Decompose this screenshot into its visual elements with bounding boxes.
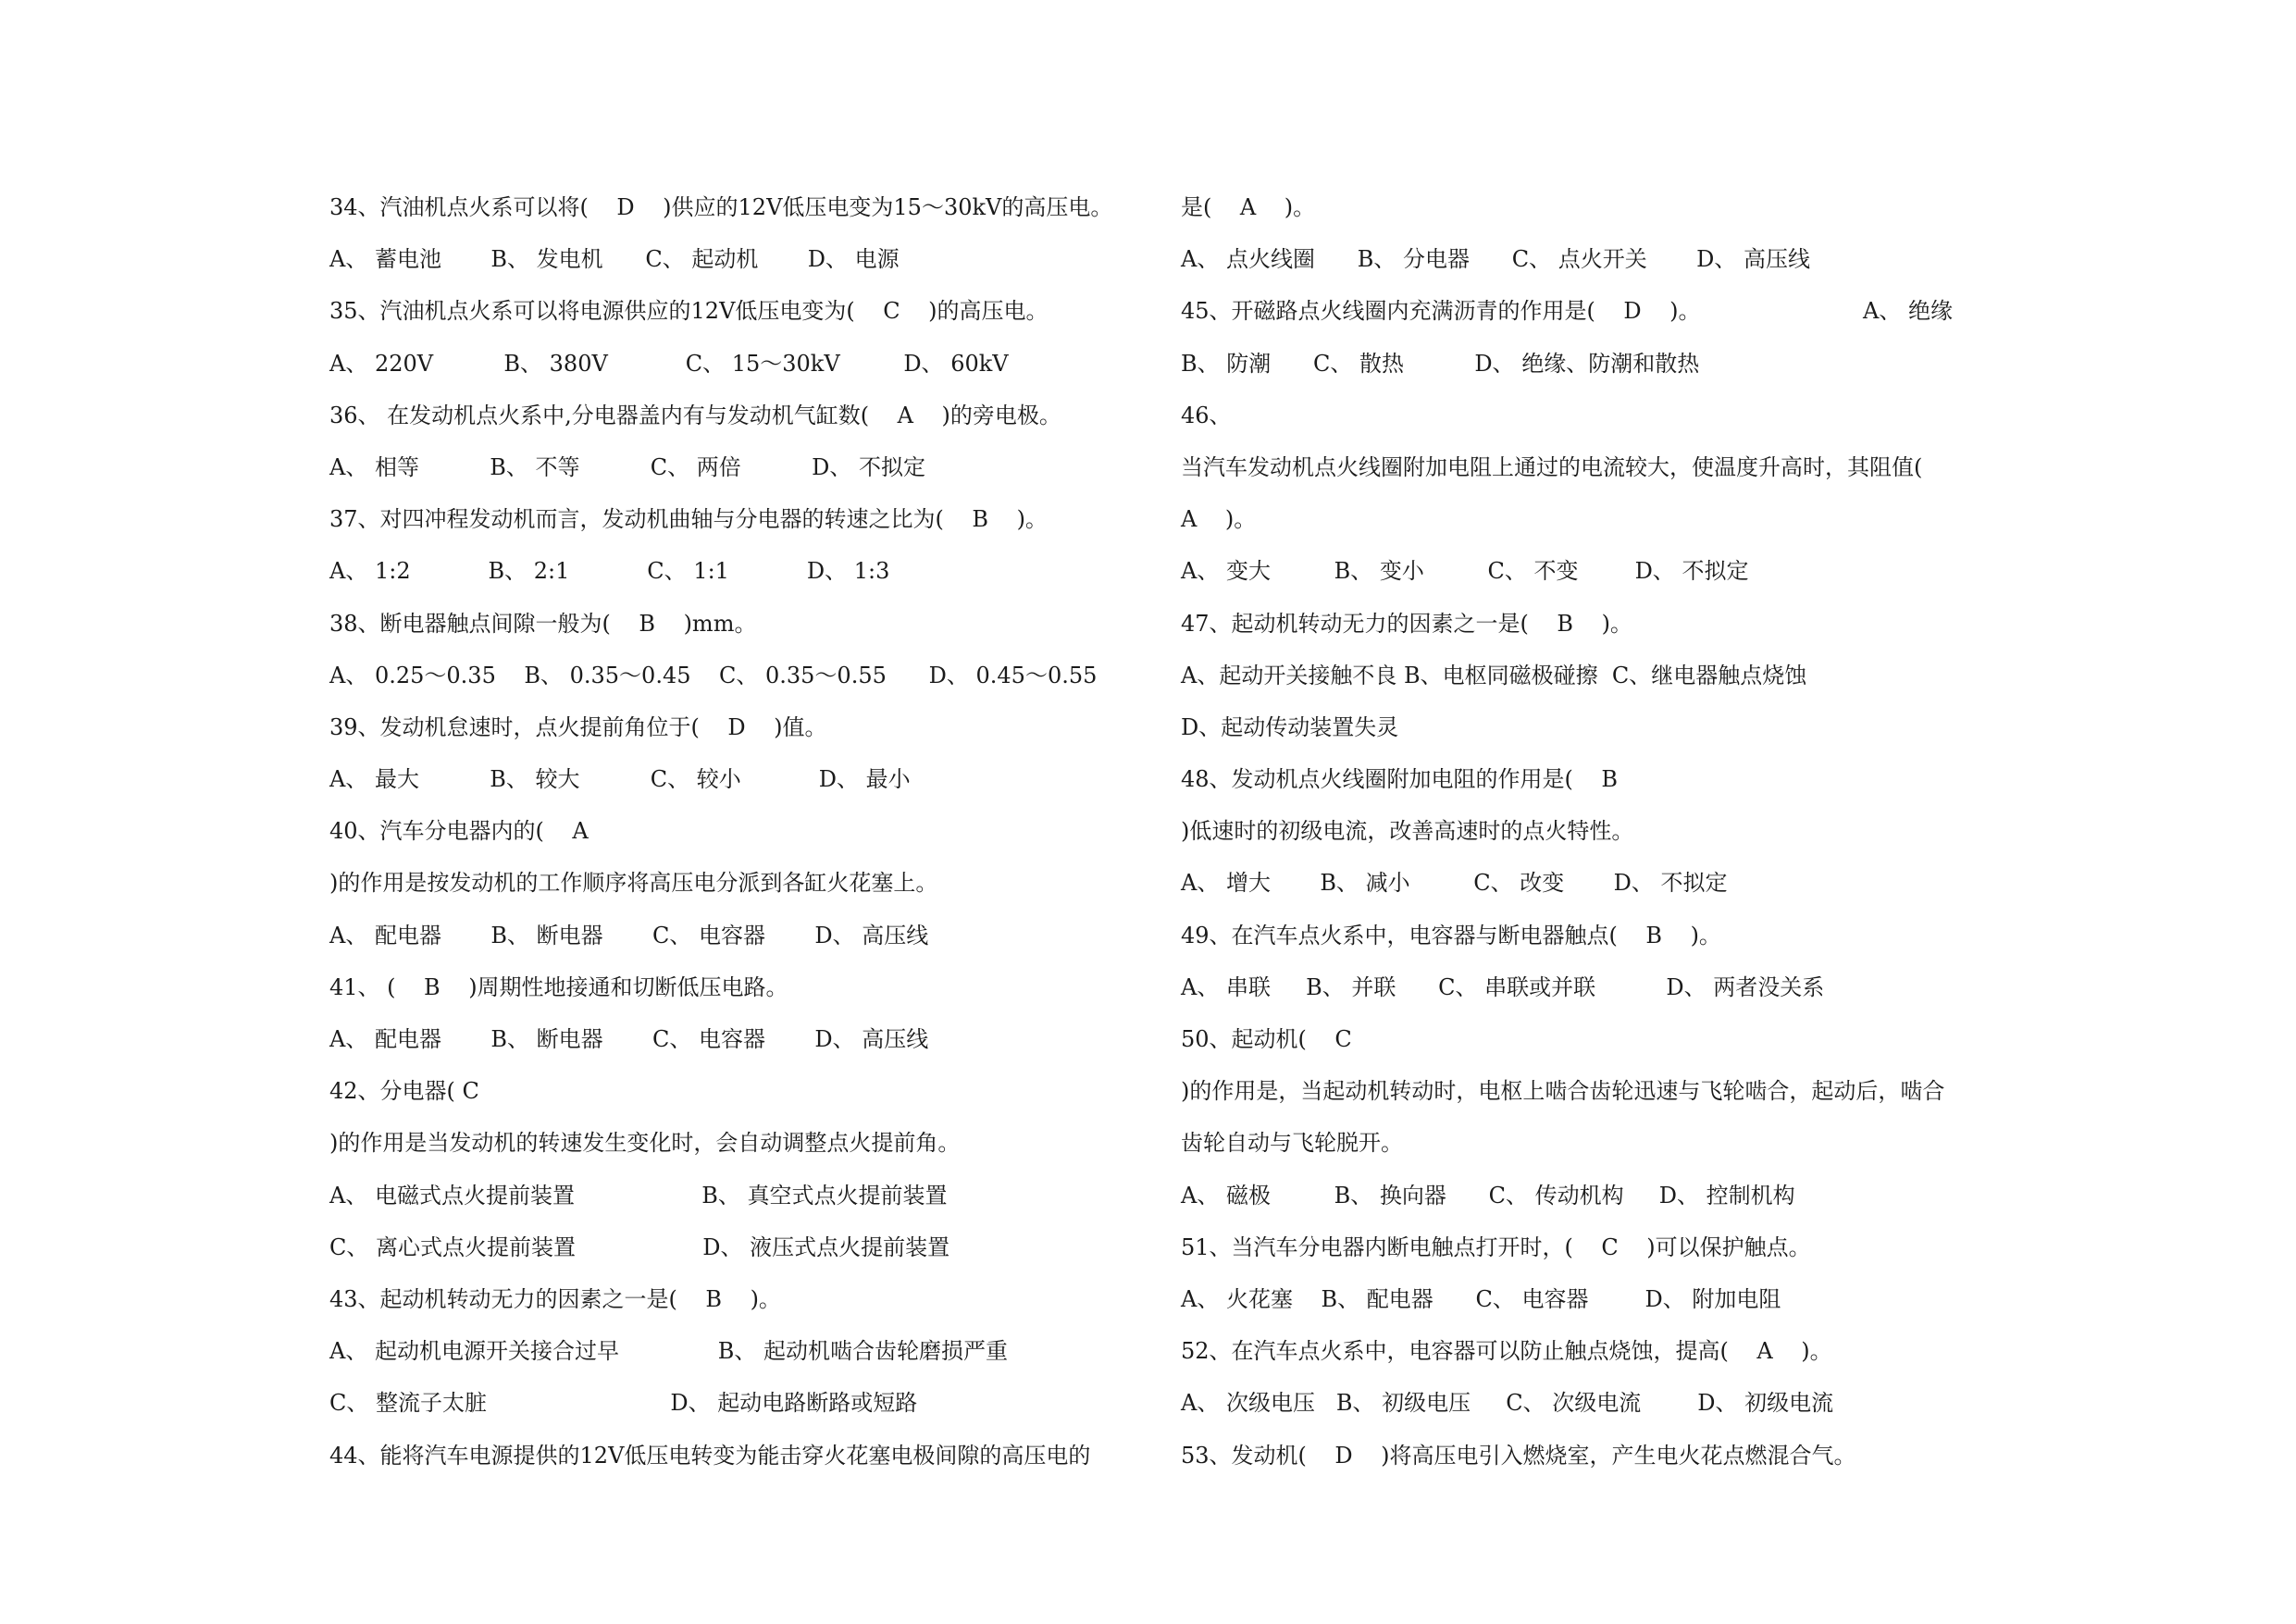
text-line: 齿轮自动与飞轮脱开。 [1181,1130,1403,1157]
text-line: A、 串联 B、 并联 C、 串联或并联 D、 两者没关系 [1181,973,1825,1000]
text-line: 48、发动机点火线圈附加电阻的作用是( B [1181,766,1619,793]
text-line: )的作用是按发动机的工作顺序将高压电分派到各缸火花塞上。 [329,870,938,897]
text-line: 53、发动机( D )将高压电引入燃烧室，产生电火花点燃混合气。 [1181,1442,1856,1469]
text-line: A、 配电器 B、 断电器 C、 电容器 D、 高压线 [329,922,929,948]
text-line: A、 配电器 B、 断电器 C、 电容器 D、 高压线 [329,1026,929,1052]
text-line: 35、汽油机点火系可以将电源供应的12V低压电变为( C )的高压电。 [329,298,1049,325]
text-line: 40、汽车分电器内的( A [329,818,589,845]
text-line: A、 蓄电池 B、 发电机 C、 起动机 D、 电源 [329,246,900,273]
text-line: A、 次级电压 B、 初级电压 C、 次级电流 D、 初级电流 [1181,1390,1834,1417]
text-line: A、 磁极 B、 换向器 C、 传动机构 D、 控制机构 [1181,1182,1795,1209]
text-line: A、起动开关接触不良 B、电枢同磁极碰擦 C、继电器触点烧蚀 [1181,662,1807,688]
text-line: 42、分电器( C [329,1078,479,1105]
text-line: C、 离心式点火提前装置 D、 液压式点火提前装置 [329,1233,950,1260]
text-line: A、 增大 B、 减小 C、 改变 D、 不拟定 [1181,870,1728,897]
text-line: A、 火花塞 B、 配电器 C、 电容器 D、 附加电阻 [1181,1285,1781,1312]
text-line: 当汽车发动机点火线圈附加电阻上通过的电流较大，使温度升高时，其阻值( [1181,453,1923,480]
text-line: 37、对四冲程发动机而言，发动机曲轴与分电器的转速之比为( B )。 [329,506,1048,533]
text-line: 41、 ( B )周期性地接通和切断低压电路。 [329,973,788,1000]
text-line: 52、在汽车点火系中，电容器可以防止触点烧蚀，提高( A )。 [1181,1338,1832,1365]
text-line: 是( A )。 [1181,194,1316,220]
text-line: 49、在汽车点火系中，电容器与断电器触点( B )。 [1181,922,1721,948]
text-line: )的作用是，当起动机转动时，电枢上啮合齿轮迅速与飞轮啮合，起动后，啮合 [1181,1078,1945,1105]
text-line: 34、汽油机点火系可以将( D )供应的12V低压电变为15～30kV的高压电。 [329,194,1113,220]
text-line: 47、起动机转动无力的因素之一是( B )。 [1181,610,1632,637]
right-column [1181,181,2004,1481]
text-line: A、 最大 B、 较大 C、 较小 D、 最小 [329,766,911,793]
text-line: A、 起动机电源开关接合过早 B、 起动机啮合齿轮磨损严重 [329,1338,1009,1365]
text-line: C、 整流子太脏 D、 起动电路断路或短路 [329,1390,918,1417]
text-line: 46、 [1181,402,1232,428]
text-line: 43、起动机转动无力的因素之一是( B )。 [329,1285,781,1312]
text-line: 44、能将汽车电源提供的12V低压电转变为能击穿火花塞电极间隙的高压电的 [329,1442,1091,1469]
text-line: )低速时的初级电流，改善高速时的点火特性。 [1181,818,1634,845]
text-line: A、 相等 B、 不等 C、 两倍 D、 不拟定 [329,453,925,480]
text-line: )的作用是当发动机的转速发生变化时，会自动调整点火提前角。 [329,1130,961,1157]
text-line: A、 0.25～0.35 B、 0.35～0.45 C、 0.35～0.55 D、 0.45～0.55 [329,662,1098,688]
text-line: D、起动传动装置失灵 [1181,713,1399,740]
text-line: A、 电磁式点火提前装置 B、 真空式点火提前装置 [329,1182,948,1209]
left-column [329,181,1125,1481]
text-line: 50、起动机( C [1181,1026,1352,1052]
text-line: A、 220V B、 380V C、 15～30kV D、 60kV [329,350,1009,377]
text-line: 45、开磁路点火线圈内充满沥青的作用是( D )。 A、 绝缘 [1181,298,1953,325]
text-line: 36、 在发动机点火系中,分电器盖内有与发动机气缸数( A )的旁电极。 [329,402,1061,428]
text-line: A )。 [1181,506,1257,533]
text-line: A、 变大 B、 变小 C、 不变 D、 不拟定 [1181,558,1749,585]
text-line: 38、断电器触点间隙一般为( B )mm。 [329,610,757,637]
text-line: 51、当汽车分电器内断电触点打开时，( C )可以保护触点。 [1181,1233,1811,1260]
text-line: 39、发动机怠速时，点火提前角位于( D )值。 [329,713,827,740]
text-line: A、 点火线圈 B、 分电器 C、 点火开关 D、 高压线 [1181,246,1811,273]
text-line: B、 防潮 C、 散热 D、 绝缘、防潮和散热 [1181,350,1700,377]
text-line: A、 1:2 B、 2:1 C、 1:1 D、 1:3 [329,558,890,585]
